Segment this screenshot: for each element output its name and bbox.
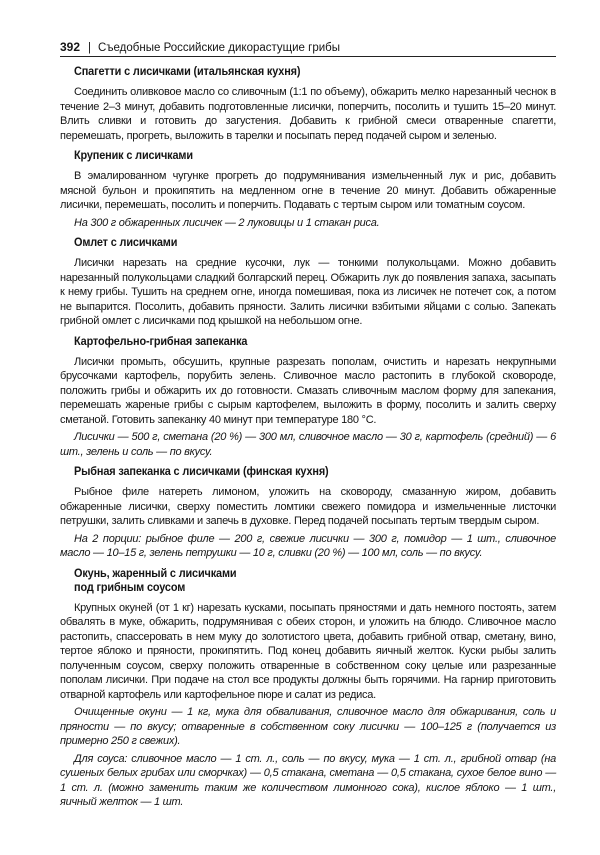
recipe-section — [60, 65, 556, 143]
header-rule — [60, 56, 556, 57]
recipe-section — [60, 465, 556, 561]
recipe-title: Омлет с лисичками — [74, 236, 178, 249]
recipe-title: Окунь, жаренный с лисичками под грибным соусом — [74, 566, 237, 594]
book-title: Съедобные Российские дикорастущие грибы — [98, 42, 340, 54]
recipe-paragraph: В эмалированном чугунке прогреть до подрумянивания измельченный лук и рис, добавить мясной бульон и прокипятить на медленном огне в течение 20 минут. Добавить обжаренные лисички, перемешать, посолить и поперчить. Подавать с тертым сыром или томатным соусом. — [60, 170, 556, 211]
recipe-paragraph: Лисички промыть, обсушить, крупные разрезать пополам, очистить и нарезать некрупными брусочками картофель, порубить зелень. Сливочное масло растопить в глубокой сковороде, положить грибы и обжарить их до готовности. Смазать сливочным маслом форму для запекания, перемешать жареные грибы с сырым картофелем, выложить в форму, посолить и залить сверху сметаной. Готовить запеканку 40 минут при температуре 180 °С. — [60, 355, 556, 426]
recipe-section — [60, 567, 556, 810]
recipe-title: Рыбная запеканка с лисичками (финская кухня) — [74, 465, 329, 478]
recipe-section — [60, 236, 556, 329]
recipe-content — [60, 59, 556, 810]
ingredients-line: Для соуса: сливочное масло — 1 ст. л., соль — по вкусу, мука — 1 ст. л., грибной отвар (на сушеных белых грибах или сморчках) — 0,5 стакана, сметана — 0,5 стакана, сухое белое вино — 1 ст. л. (можно заменить таким же количеством лимонного сока), кислое яблоко — 1 шт., яичный желток — 1 шт. — [60, 752, 556, 808]
ingredients-line: Очищенные окуни — 1 кг, мука для обваливания, сливочное масло для обжаривания, соль и пряности — по вкусу; отваренные в собственном соку лисички — 100–125 г (получается из примерно 250 г свежих). — [60, 706, 556, 747]
header-separator: | — [88, 42, 92, 54]
page-header — [60, 40, 556, 56]
recipe-title: Крупеник с лисичками — [74, 149, 193, 162]
ingredients-line: На 300 г обжаренных лисичек — 2 луковицы и 1 стакан риса. — [74, 216, 380, 229]
recipe-paragraph: Соединить оливковое масло со сливочным (1:1 по объему), обжарить мелко нарезанный чеснок в течение 2–3 минут, добавить подготовленные лисички, поперчить, посолить и тушить 15–20 минут. Влить сливки и готовить до загустения. Добавить к грибной смеси отваренные спагетти, перемешать, прогреть, выложить в тарелки и посыпать перед подачей сыром и зеленью. — [60, 86, 556, 142]
recipe-paragraph: Лисички нарезать на средние кусочки, лук — тонкими полукольцами. Можно добавить нарезанный полукольцами сладкий болгарский перец. Обжарить лук до появления запаха, засыпать к нему грибы. Тушить на среднем огне, иногда помешивая, пока из лисичек не потечет сок, а потом не выпарится. Посолить, добавить пряности. Залить лисички взбитыми яйцами с солью. Запекать грибной омлет с лисичками под крышкой на небольшом огне. — [60, 257, 556, 327]
recipe-paragraph: Рыбное филе натереть лимоном, уложить на сковороду, смазанную жиром, добавить обжаренные лисички, сверху поместить ломтики свежего помидора и измельченные листочки петрушки, залить сливками и запечь в духовке. Перед подачей посыпать тертым твердым сыром. — [60, 486, 556, 527]
ingredients-line: На 2 порции: рыбное филе — 200 г, свежие лисички — 300 г, помидор — 1 шт., сливочное масло — 10–15 г, зелень петрушки — 10 г, сливки (20 %) — 100 мл, соль — по вкусу. — [60, 532, 556, 559]
recipe-title: Спагетти с лисичками (итальянская кухня) — [74, 65, 301, 78]
ingredients-line: Лисички — 500 г, сметана (20 %) — 300 мл, сливочное масло — 30 г, картофель (средний) — 6 шт., зелень и соль — по вкусу. — [60, 431, 556, 458]
recipe-title: Картофельно-грибная запеканка — [74, 334, 248, 348]
page-number: 392 — [60, 40, 81, 54]
recipe-section — [60, 335, 556, 460]
recipe-section — [60, 149, 556, 230]
recipe-paragraph: Крупных окуней (от 1 кг) нарезать кусками, посыпать пряностями и дать немного постоять, затем обвалять в муке, обжарить, подрумянивая с обеих сторон, и уложить на блюдо. Сливочное масло растопить, спассеровать в нем муку до золотистого цвета, добавить грибной отвар, сметану, вино, тертое яблоко и пряности, прокипятить. Под конец добавить яичный желток. Куски рыбы залить полученным соусом, сверху положить отваренные в собственном соку целые или разрезанные пополам лисички. При подаче на стол все продукты должны быть горячими. На гарнир приготовить отварной картофель или картофельное пюре и салат из редиса. — [60, 601, 556, 701]
